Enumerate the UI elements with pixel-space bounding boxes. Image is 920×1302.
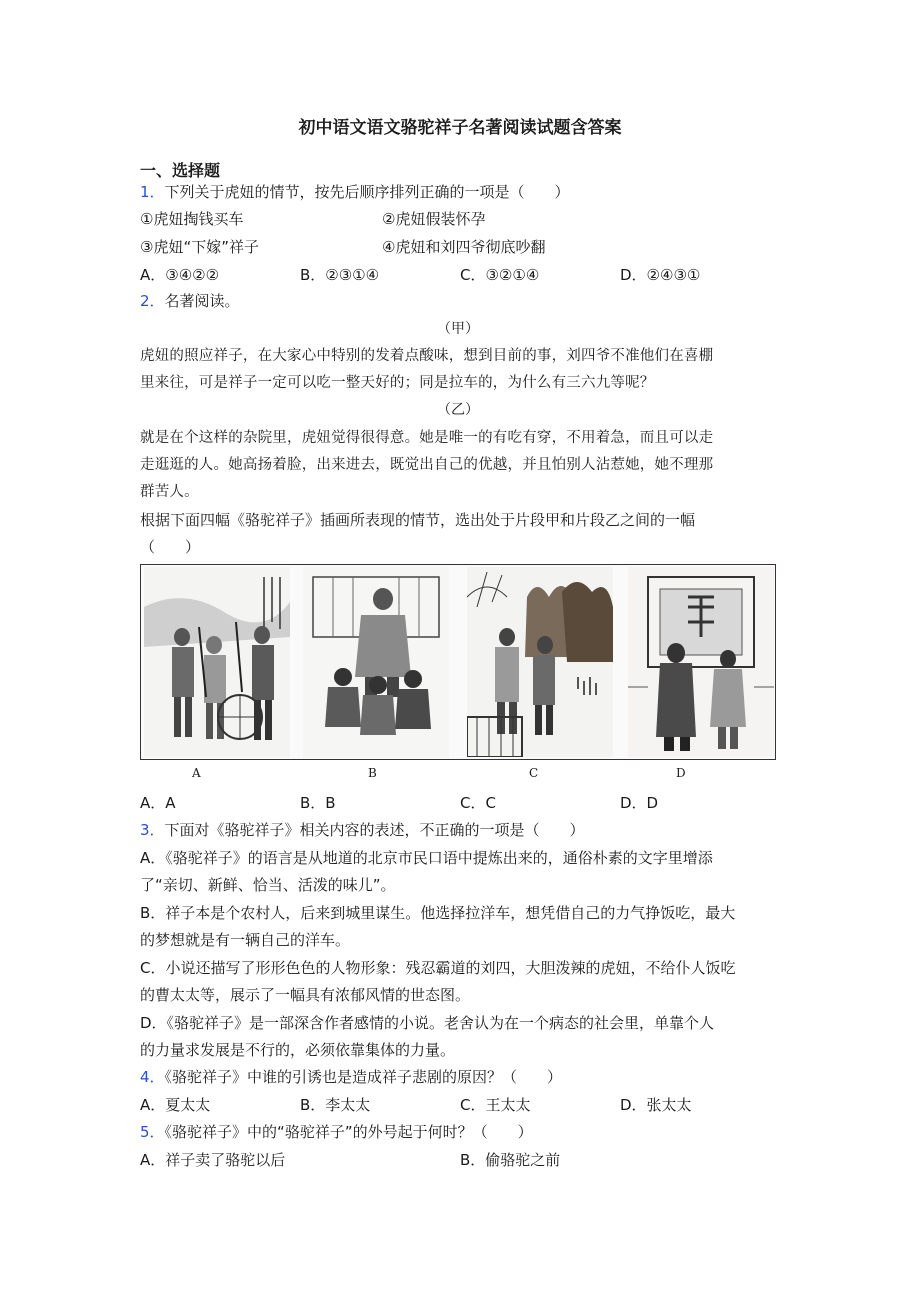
caption-a: A xyxy=(192,766,201,780)
option-d: D．②④③① xyxy=(620,266,701,284)
question-stem: 下列关于虎妞的情节，按先后顺序排列正确的一项是（ ） xyxy=(164,183,570,201)
question-number: 1． xyxy=(140,183,165,201)
caption-c: C xyxy=(529,766,539,780)
question-2 xyxy=(140,291,240,311)
item-3: ③虎妞“下嫁”祥子 xyxy=(140,238,259,256)
option-b: B．偷骆驼之前 xyxy=(460,1151,561,1169)
illustration-d xyxy=(628,567,774,757)
caption-d: D xyxy=(676,766,686,780)
question-prompt: 根据下面四幅《骆驼祥子》插画所表现的情节，选出处于片段甲和片段乙之间的一幅 xyxy=(140,511,696,529)
illustration-a xyxy=(144,567,290,757)
option-b: B．祥子本是个农村人，后来到城里谋生。他选择拉洋车，想凭借自己的力气挣饭吃，最大 xyxy=(140,904,736,922)
option-a: A．③④②② xyxy=(140,266,220,284)
option-b: B．②③①④ xyxy=(300,266,380,284)
passage-jia-line: 里来往，可是祥子一定可以吃一整天好的；同是拉车的，为什么有三六九等呢？ xyxy=(140,375,655,391)
item-4: ④虎妞和刘四爷彻底吵翻 xyxy=(382,238,546,256)
passage-jia-line: 虎妞的照应祥子，在大家心中特别的发着点酸味，想到目前的事，刘四爷不准他们在喜棚 xyxy=(140,348,714,364)
option-c: C．C xyxy=(460,794,496,812)
passage-jia-label: （甲） xyxy=(437,321,479,337)
illustration-b xyxy=(303,567,449,757)
option-d: D．张太太 xyxy=(620,1096,692,1114)
option-c-cont: 的曹太太等，展示了一幅具有浓郁风情的世态图。 xyxy=(140,986,471,1004)
question-1 xyxy=(140,182,570,202)
option-b: B．李太太 xyxy=(300,1096,371,1114)
option-a: A．夏太太 xyxy=(140,1096,211,1114)
caption-b: B xyxy=(368,766,377,780)
option-b-cont: 的梦想就是有一辆自己的洋车。 xyxy=(140,931,351,949)
question-number: 2． xyxy=(140,292,165,310)
option-c: C．③②①④ xyxy=(460,266,540,284)
question-stem: 《骆驼祥子》中谁的引诱也是造成祥子悲剧的原因？（ ） xyxy=(164,1068,563,1086)
indoor-scene-drawing xyxy=(628,567,774,757)
camels-drawing xyxy=(467,567,613,757)
option-a: A．祥子卖了骆驼以后 xyxy=(140,1151,286,1169)
question-stem: 名著阅读。 xyxy=(164,292,240,310)
question-stem: 《骆驼祥子》中的“骆驼祥子”的外号起于何时？（ ） xyxy=(164,1123,533,1141)
option-a: A．A xyxy=(140,794,176,812)
passage-yi-line: 群苦人。 xyxy=(140,484,199,500)
option-d-cont: 的力量求发展是不行的，必须依靠集体的力量。 xyxy=(140,1041,456,1059)
option-a-cont: 了“亲切、新鲜、恰当、活泼的味儿”。 xyxy=(140,876,396,894)
section-heading: 一、选择题 xyxy=(140,161,221,180)
option-c: C．小说还描写了形形色色的人物形象：残忍霸道的刘四，大胆泼辣的虎妞，不给仆人饭吃 xyxy=(140,959,736,977)
passage-yi-label: （乙） xyxy=(437,402,479,418)
option-d: D．D xyxy=(620,794,659,812)
courtyard-crowd-drawing xyxy=(303,567,449,757)
question-number: 4． xyxy=(140,1068,165,1086)
question-5 xyxy=(140,1122,533,1142)
question-prompt-bracket: （ ） xyxy=(140,538,201,556)
soldiers-rickshaw-drawing xyxy=(144,567,290,757)
option-b: B．B xyxy=(300,794,336,812)
question-number: 3． xyxy=(140,821,165,839)
option-a: A．《骆驼祥子》的语言是从地道的北京市民口语中提炼出来的，通俗朴素的文字里增添 xyxy=(140,849,713,867)
question-3 xyxy=(140,820,585,840)
passage-yi-line: 走逛逛的人。她高扬着脸，出来进去，既觉出自己的优越，并且怕别人沾惹她，她不理那 xyxy=(140,457,714,473)
passage-yi-line: 就是在个这样的杂院里，虎妞觉得很得意。她是唯一的有吃有穿，不用着急，而且可以走 xyxy=(140,430,714,446)
illustration-c xyxy=(467,567,613,757)
question-stem: 下面对《骆驼祥子》相关内容的表述，不正确的一项是（ ） xyxy=(164,821,585,839)
question-4 xyxy=(140,1067,562,1087)
question-number: 5． xyxy=(140,1123,165,1141)
document-title: 初中语文语文骆驼祥子名著阅读试题含答案 xyxy=(298,118,622,138)
item-2: ②虎妞假装怀孕 xyxy=(382,210,486,228)
option-c: C．王太太 xyxy=(460,1096,531,1114)
option-d: D．《骆驼祥子》是一部深含作者感情的小说。老舍认为在一个病态的社会里，单靠个人 xyxy=(140,1014,715,1032)
item-1: ①虎妞掏钱买车 xyxy=(140,210,244,228)
illustration-strip xyxy=(140,564,776,760)
